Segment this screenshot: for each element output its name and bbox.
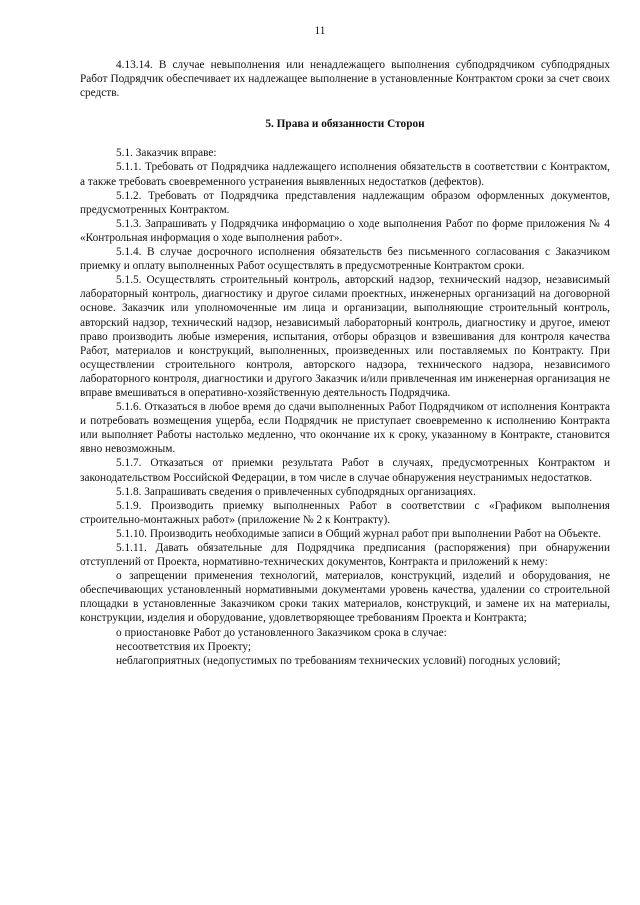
paragraph-5-1-9: 5.1.9. Производить приемку выполненных Работ в соответствии с «Графиком выполнения строительно-монтажных работ» (приложение № 2 к Контракту). xyxy=(80,499,610,526)
paragraph-5-1-8: 5.1.8. Запрашивать сведения о привлеченных субподрядных организациях. xyxy=(116,485,476,498)
paragraph-prohibition: о запрещении применения технологий, материалов, конструкций, изделий и оборудования, не обеспечивающих установленный нормативными документами уровень качества, удалении со строительной площадки в установленные Заказчиком сроки таких материалов, конструкций, и замене их на материалы, конструкции, изделия и оборудование, удовлетворяющее требованиям Проекта и Контракта; xyxy=(80,570,610,625)
paragraph-5-1-2: 5.1.2. Требовать от Подрядчика представления надлежащим образом оформленных документов, предусмотренных Контрактом. xyxy=(80,189,610,216)
paragraph-5-1-5: 5.1.5. Осуществлять строительный контроль, авторский надзор, технический надзор, независимый лабораторный контроль, диагностику и другое силами проектных, инженерных организаций на договорной основе. Заказчик или уполномоченные им лица и организации, выполняющие строительный контроль, авторский надзор, технический надзор, независимый лабораторный контроль, диагностику и другое, имеют право производить любые измерения, испытания, отборы образцов и взвешивания для контроля качества Работ, материалов и конструкций, выполненных, произведенных или поставляемых по Контракту. При осуществлении строительного контроля, авторского надзора, технического надзора, независимого лабораторного контроля, диагностики и другого Заказчик и/или привлеченная им инженерная организация не вправе вмешиваться в оперативно-хозяйственную деятельность Подрядчика. xyxy=(80,274,610,399)
page-number: 11 xyxy=(314,25,326,37)
paragraph-5-1-3: 5.1.3. Запрашивать у Подрядчика информацию о ходе выполнения Работ по форме приложения № 4 «Контрольная информация о ходе выполнения работ». xyxy=(80,217,610,244)
paragraph-suspension: о приостановке Работ до установленного Заказчиком срока в случае: xyxy=(116,626,447,639)
paragraph-nonconformity: несоответствия их Проекту; xyxy=(116,640,252,653)
paragraph-5-1-6: 5.1.6. Отказаться в любое время до сдачи выполненных Работ Подрядчиком от исполнения Контракта и потребовать возмещения ущерба, если Подрядчик не приступает своевременно к исполнению Контракта или выполняет Работы настолько медленно, что окончание их к сроку, указанному в Контракте, становится явно невозможным. xyxy=(80,401,610,456)
document-body xyxy=(80,58,610,668)
paragraph-weather: неблагоприятных (недопустимых по требованиям технических условий) погодных условий; xyxy=(116,654,561,667)
paragraph-5-1-1: 5.1.1. Требовать от Подрядчика надлежащего исполнения обязательств в соответствии с Контрактом, а также требовать своевременного устранения выявленных недостатков (дефектов). xyxy=(80,161,610,188)
paragraph-5-1-11: 5.1.11. Давать обязательные для Подрядчика предписания (распоряжения) при обнаружении отступлений от Проекта, нормативно-технических документов, Контракта и приложений к нему: xyxy=(80,542,610,569)
paragraph-5-1-7: 5.1.7. Отказаться от приемки результата Работ в случаях, предусмотренных Контрактом и законодательством Российской Федерации, в том числе в случае обнаружения неустранимых недостатков. xyxy=(80,457,610,484)
paragraph-4-13-14: 4.13.14. В случае невыполнения или ненадлежащего выполнения субподрядчиком субподрядных Работ Подрядчик обеспечивает их надлежащее выполнение в установленные Контрактом сроки за счет своих средств. xyxy=(80,59,610,100)
section-heading: 5. Права и обязанности Сторон xyxy=(265,118,425,131)
paragraph-5-1-4: 5.1.4. В случае досрочного исполнения обязательств без письменного согласования с Заказчиком приемку и оплату выполненных Работ осуществлять в предусмотренные Контрактом сроки. xyxy=(80,246,610,273)
paragraph-5-1: 5.1. Заказчик вправе: xyxy=(116,147,217,160)
paragraph-5-1-10: 5.1.10. Производить необходимые записи в Общий журнал работ при выполнении Работ на Объекте. xyxy=(116,527,601,540)
